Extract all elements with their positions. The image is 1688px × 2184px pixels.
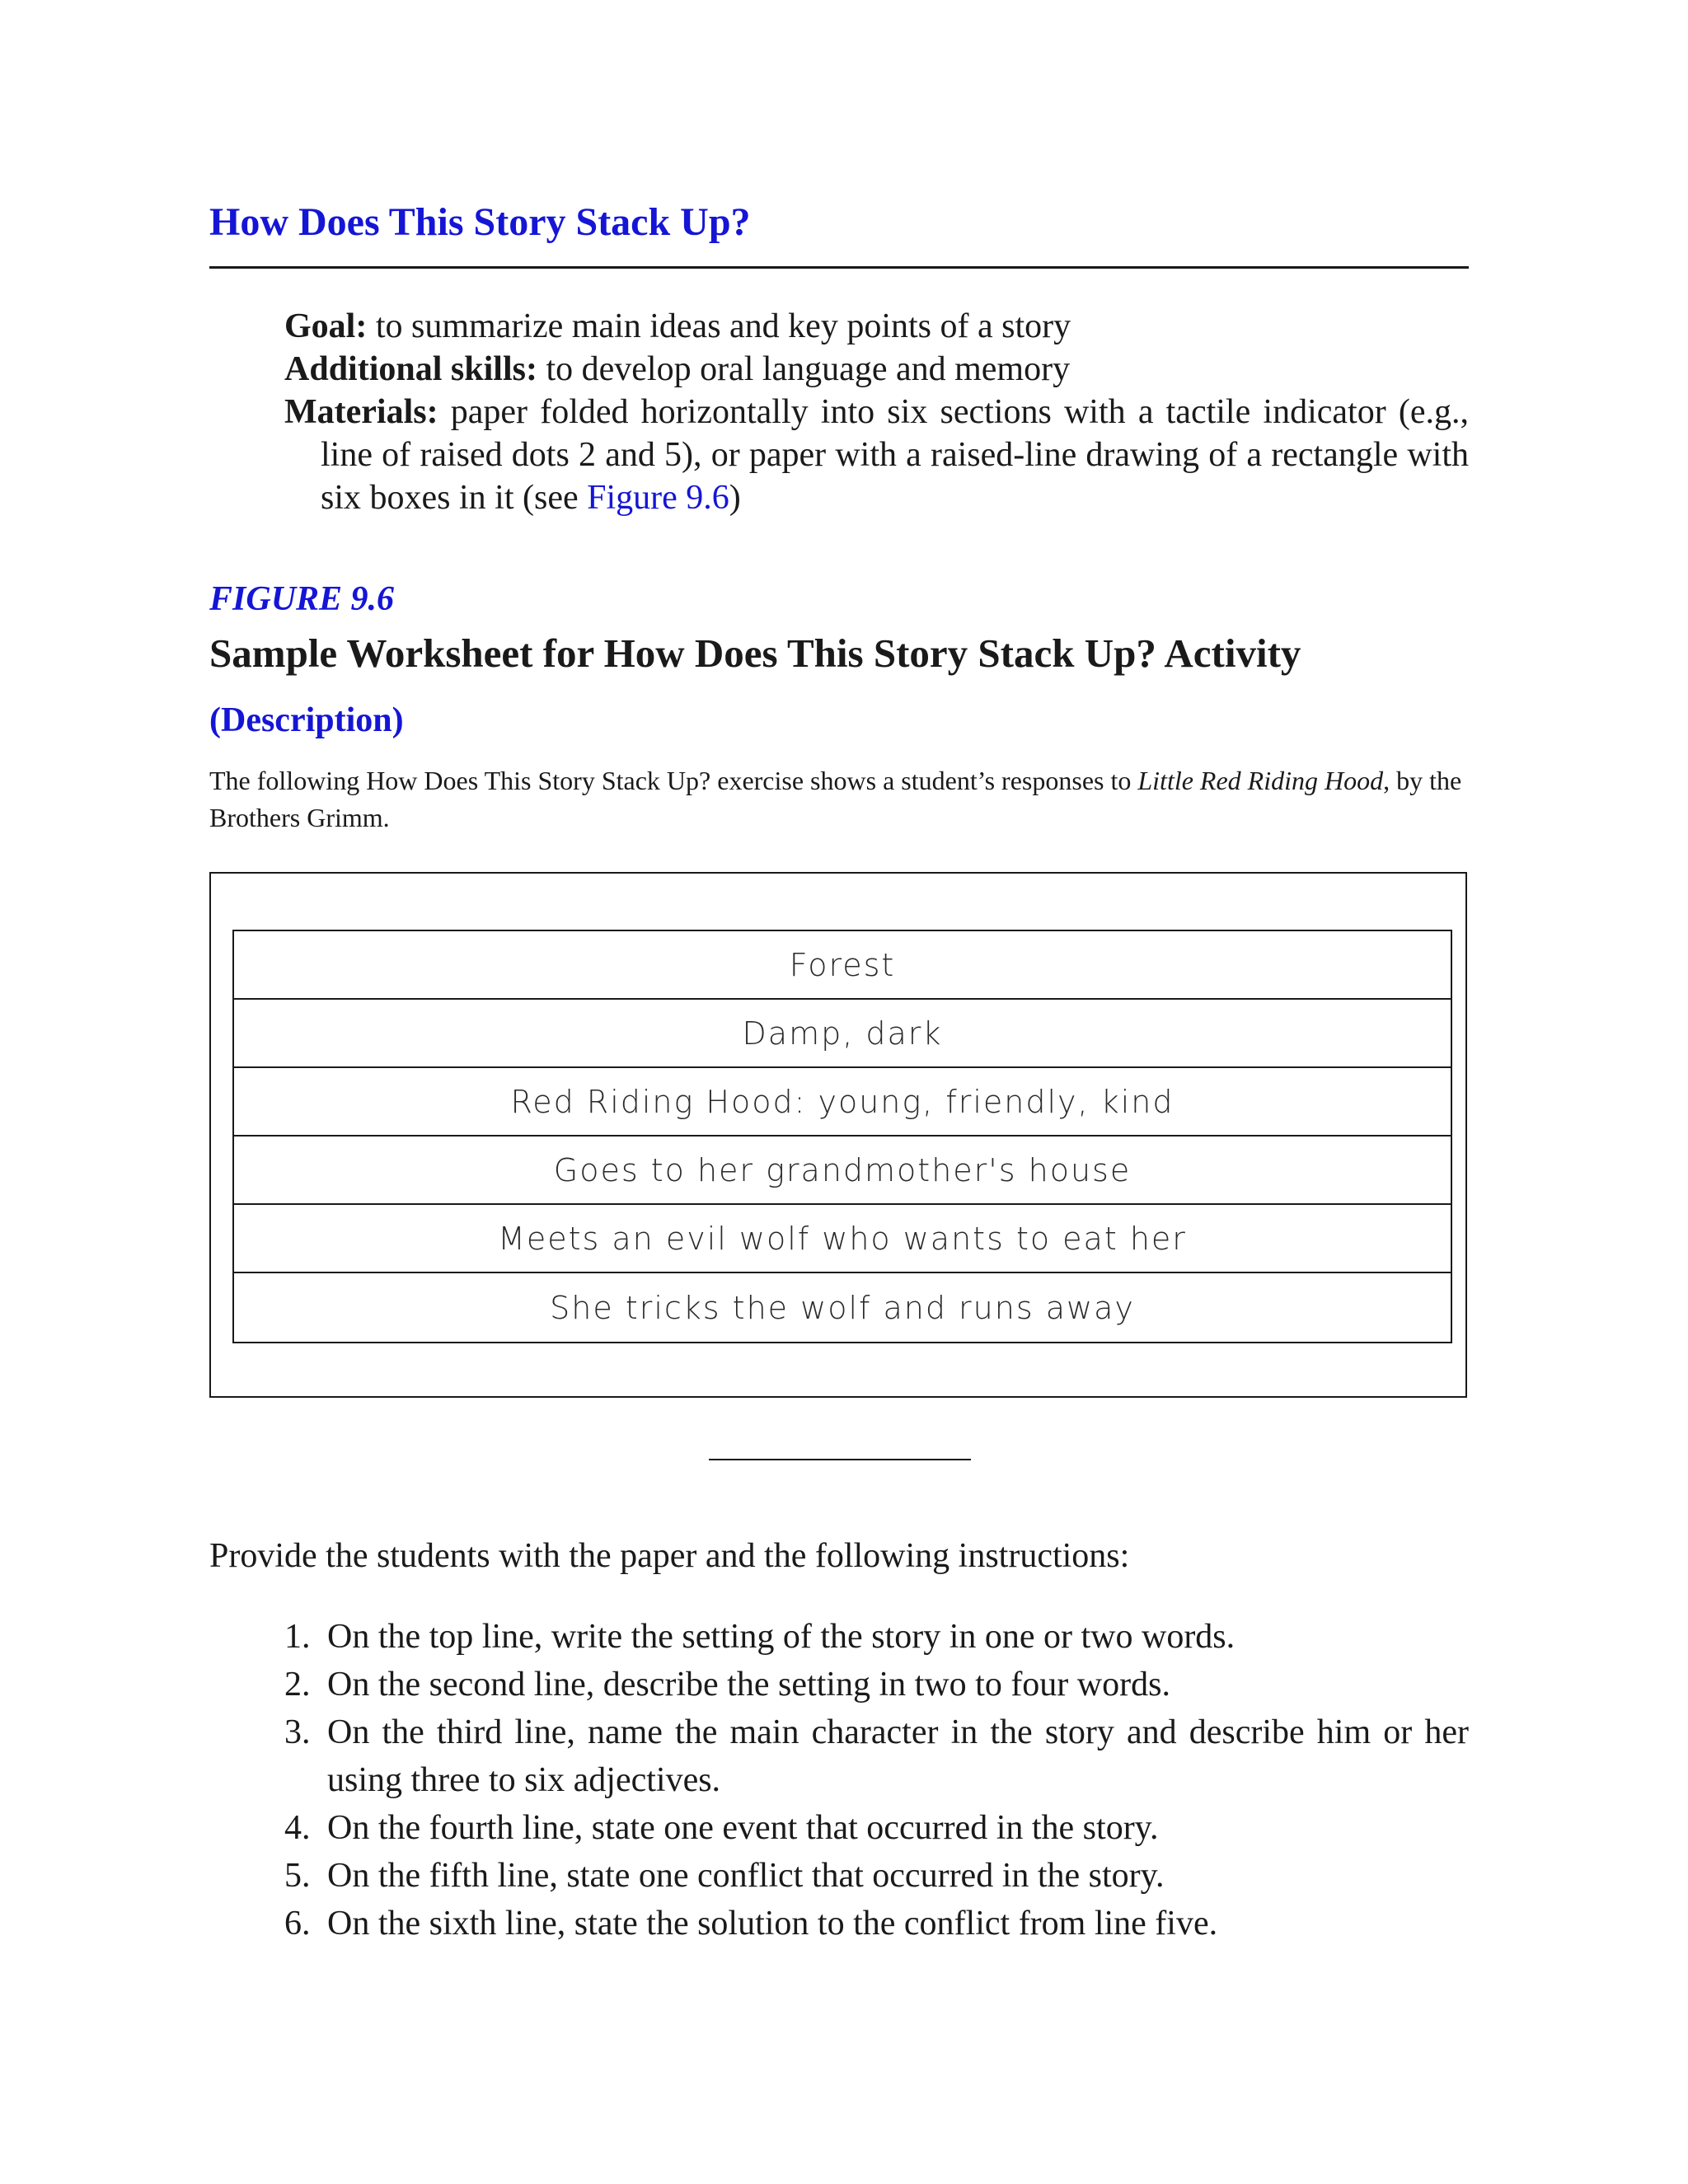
goal-label: Goal: xyxy=(284,307,368,345)
stack-row-conflict: Meets an evil wolf who wants to eat her xyxy=(234,1205,1451,1273)
goal-text: to summarize main ideas and key points of a story xyxy=(367,307,1071,345)
description-text-before: The following How Does This Story Stack Up? exercise shows a student’s responses to xyxy=(209,766,1138,795)
description-text-after: , by the Brothers Grimm. xyxy=(209,766,1462,832)
stack-row-setting-description: Damp, dark xyxy=(234,1000,1451,1068)
step-text: On the fifth line, state one conflict that occurred in the story. xyxy=(327,1857,1165,1895)
materials-text: paper folded horizontally into six sections with a tactile indicator (e.g., line of raised dots 2 and 5), or paper with a raised-line drawing of a rectangle with six boxes in it (see xyxy=(321,393,1469,517)
stack-row-event: Goes to her grandmother's house xyxy=(234,1137,1451,1205)
step-number: 5. xyxy=(284,1857,311,1895)
skills-label: Additional skills: xyxy=(284,350,537,388)
list-item xyxy=(284,1661,1469,1708)
stack-row-main-character: Red Riding Hood: young, friendly, kind xyxy=(234,1068,1451,1137)
materials-end: ) xyxy=(729,479,741,517)
skills-text: to develop oral language and memory xyxy=(537,350,1071,388)
figure-title: Sample Worksheet for How Does This Story Stack Up? Activity xyxy=(209,630,1301,676)
step-text: On the sixth line, state the solution to the conflict from line five. xyxy=(327,1905,1218,1943)
figure-description xyxy=(209,762,1470,837)
step-number: 4. xyxy=(284,1809,311,1847)
title-divider xyxy=(209,266,1469,269)
list-item xyxy=(284,1708,1469,1804)
step-text: On the second line, describe the setting in two to four words. xyxy=(327,1666,1170,1704)
step-number: 6. xyxy=(284,1905,311,1943)
step-text: On the top line, write the setting of the story in one or two words. xyxy=(327,1618,1236,1656)
goal-line xyxy=(284,305,1469,348)
instructions-list xyxy=(284,1613,1469,1947)
list-item xyxy=(284,1613,1469,1661)
section-title: How Does This Story Stack Up? xyxy=(209,200,751,244)
instructions-intro: Provide the students with the paper and the following instructions: xyxy=(209,1537,1130,1575)
step-number: 3. xyxy=(284,1713,311,1751)
stack-row-solution: She tricks the wolf and runs away xyxy=(550,1289,1135,1326)
figure-reference-link[interactable]: Figure 9.6 xyxy=(587,479,729,517)
activity-metadata xyxy=(284,305,1469,519)
step-text: On the third line, name the main character in the story and describe him or her using three to six adjectives. xyxy=(327,1713,1469,1799)
figure-label: FIGURE 9.6 xyxy=(209,580,395,618)
materials-line xyxy=(284,391,1469,519)
list-item xyxy=(284,1852,1469,1900)
stack-row-setting: Forest xyxy=(234,931,1451,1000)
section-separator xyxy=(709,1459,971,1460)
worksheet-figure xyxy=(209,872,1467,1398)
skills-line xyxy=(284,348,1469,391)
list-item xyxy=(284,1804,1469,1852)
step-number: 2. xyxy=(284,1666,311,1704)
step-text: On the fourth line, state one event that occurred in the story. xyxy=(327,1809,1159,1847)
story-title: Little Red Riding Hood xyxy=(1137,766,1384,795)
materials-label: Materials: xyxy=(284,393,438,431)
list-item xyxy=(284,1900,1469,1947)
step-number: 1. xyxy=(284,1618,311,1656)
description-link[interactable]: (Description) xyxy=(209,701,404,739)
story-stack xyxy=(232,930,1452,1343)
